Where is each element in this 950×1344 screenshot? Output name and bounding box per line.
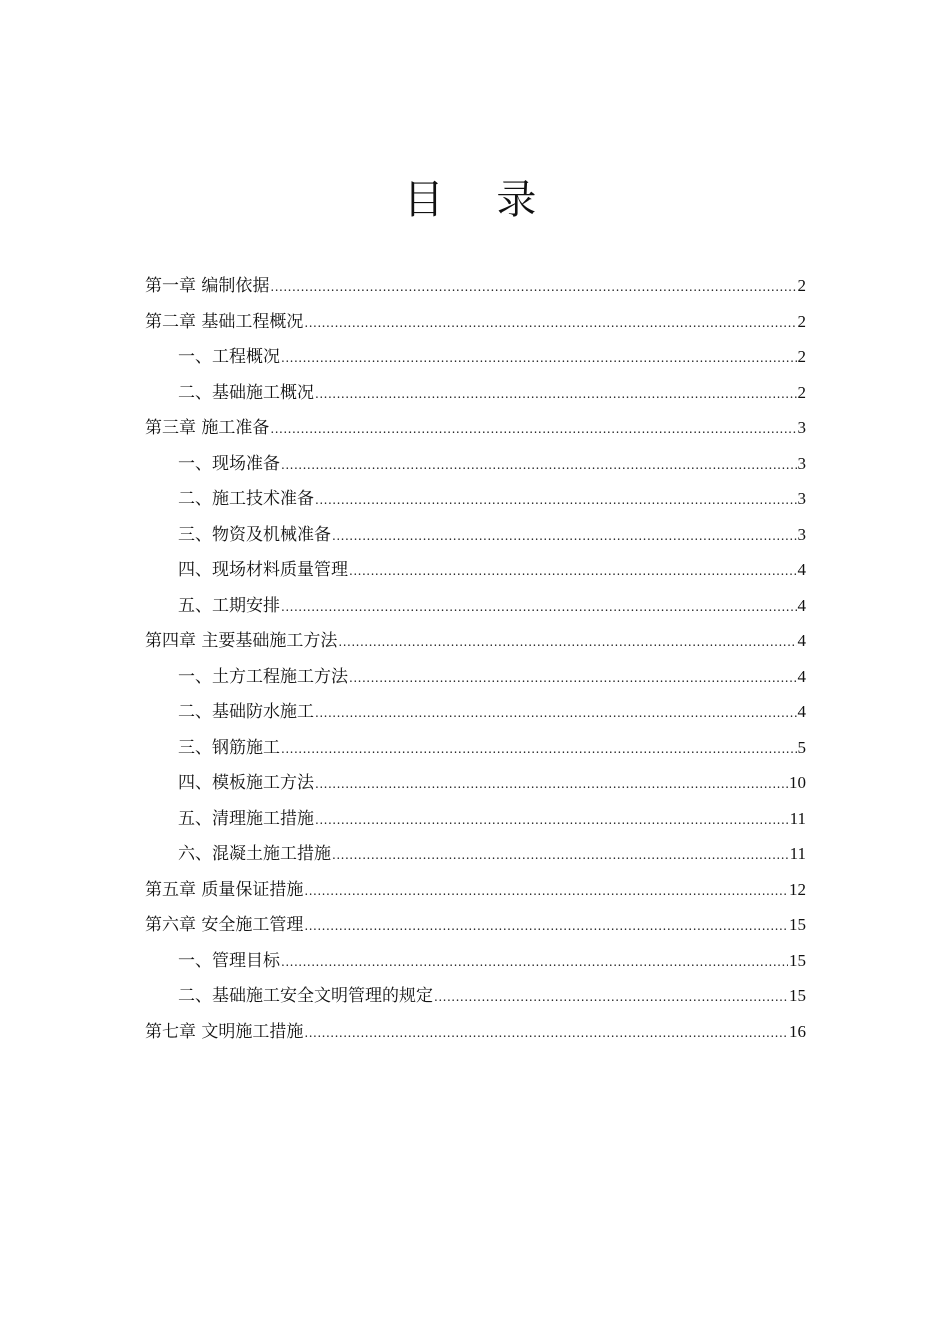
toc-dot-leader: [332, 519, 797, 555]
toc-entry-page-number: 3: [797, 489, 806, 508]
toc-entry-page-number: 4: [797, 560, 806, 579]
toc-entry-section[interactable]: [145, 801, 806, 837]
toc-entry-label: 第四章 主要基础施工方法: [145, 631, 338, 651]
toc-entry-label: 第七章 文明施工措施: [145, 1021, 304, 1042]
toc-dot-leader: [281, 590, 797, 626]
toc-entry-chapter[interactable]: [145, 268, 806, 304]
toc-dot-leader: [349, 661, 797, 697]
toc-entry-section[interactable]: [145, 730, 806, 766]
toc-entry-section[interactable]: [145, 375, 806, 411]
toc-dot-leader: [332, 838, 789, 874]
toc-dot-leader: [270, 412, 796, 448]
toc-entry-label: 第一章 编制依据: [145, 276, 270, 296]
toc-entry-section[interactable]: [145, 552, 806, 588]
toc-entry-label: 二、施工技术准备: [178, 489, 314, 509]
toc-dot-leader: [304, 909, 788, 945]
toc-entry-page-number: 3: [797, 453, 806, 473]
toc-entry-page-number: 4: [797, 595, 806, 615]
toc-dot-leader: [304, 306, 796, 342]
toc-entry-label: 五、清理施工措施: [178, 808, 314, 829]
toc-dot-leader: [315, 696, 797, 732]
toc-entry-section[interactable]: [145, 659, 806, 695]
toc-entry-page-number: 2: [797, 382, 806, 402]
toc-entry-label: 二、基础防水施工: [178, 702, 314, 722]
toc-entry-page-number: 2: [797, 276, 806, 295]
toc-entry-page-number: 4: [797, 631, 806, 650]
toc-dot-leader: [338, 625, 796, 661]
toc-entry-chapter[interactable]: [145, 907, 806, 943]
toc-entry-page-number: 3: [797, 418, 806, 437]
toc-entry-label: 一、管理目标: [178, 950, 280, 971]
toc-entry-section[interactable]: [145, 694, 806, 730]
toc-dot-leader: [270, 270, 796, 306]
toc-entry-page-number: 11: [789, 844, 806, 863]
toc-entry-section[interactable]: [145, 339, 806, 375]
toc-dot-leader: [315, 483, 797, 519]
toc-entry-label: 一、工程概况: [178, 347, 280, 367]
toc-dot-leader: [315, 803, 789, 839]
toc-entry-page-number: 15: [789, 915, 806, 934]
toc-entry-label: 五、工期安排: [178, 595, 280, 616]
toc-list: [145, 268, 806, 1049]
toc-entry-section[interactable]: [145, 836, 806, 872]
toc-entry-section[interactable]: [145, 517, 806, 553]
toc-entry-page-number: 12: [789, 879, 806, 899]
toc-entry-label: 第六章 安全施工管理: [145, 915, 304, 935]
toc-entry-label: 四、现场材料质量管理: [178, 560, 348, 580]
toc-entry-section[interactable]: [145, 943, 806, 979]
toc-entry-page-number: 5: [797, 737, 806, 757]
toc-dot-leader: [349, 554, 797, 590]
toc-entry-chapter[interactable]: [145, 872, 806, 908]
toc-dot-leader: [281, 945, 788, 981]
toc-entry-page-number: 15: [789, 986, 806, 1005]
toc-entry-label: 二、基础施工安全文明管理的规定: [178, 986, 433, 1006]
toc-entry-page-number: 2: [797, 347, 806, 366]
toc-entry-label: 一、现场准备: [178, 453, 280, 474]
toc-entry-section[interactable]: [145, 481, 806, 517]
toc-dot-leader: [281, 341, 797, 377]
toc-entry-section[interactable]: [145, 446, 806, 482]
toc-entry-chapter[interactable]: [145, 1014, 806, 1050]
toc-entry-page-number: 11: [789, 808, 806, 828]
toc-dot-leader: [315, 377, 797, 413]
toc-entry-page-number: 4: [797, 666, 806, 686]
toc-entry-label: 二、基础施工概况: [178, 382, 314, 403]
toc-entry-chapter[interactable]: [145, 304, 806, 340]
toc-entry-section[interactable]: [145, 978, 806, 1014]
toc-entry-label: 第二章 基础工程概况: [145, 311, 304, 332]
toc-dot-leader: [304, 1016, 788, 1052]
toc-entry-label: 第五章 质量保证措施: [145, 879, 304, 900]
toc-entry-page-number: 3: [797, 524, 806, 544]
toc-entry-section[interactable]: [145, 765, 806, 801]
toc-entry-label: 三、物资及机械准备: [178, 524, 331, 545]
toc-dot-leader: [315, 767, 788, 803]
toc-entry-section[interactable]: [145, 588, 806, 624]
toc-entry-page-number: 2: [797, 311, 806, 331]
toc-title: 目 录: [403, 177, 557, 223]
toc-dot-leader: [281, 448, 797, 484]
toc-entry-label: 三、钢筋施工: [178, 737, 280, 758]
toc-entry-page-number: 16: [789, 1021, 806, 1041]
toc-entry-page-number: 15: [789, 950, 806, 970]
toc-entry-page-number: 4: [797, 702, 806, 721]
toc-entry-label: 四、模板施工方法: [178, 773, 314, 793]
toc-entry-chapter[interactable]: [145, 410, 806, 446]
toc-entry-chapter[interactable]: [145, 623, 806, 659]
toc-dot-leader: [304, 874, 788, 910]
toc-entry-label: 第三章 施工准备: [145, 418, 270, 438]
toc-entry-page-number: 10: [789, 773, 806, 792]
toc-dot-leader: [281, 732, 797, 768]
toc-dot-leader: [434, 980, 788, 1016]
toc-entry-label: 六、混凝土施工措施: [178, 844, 331, 864]
toc-entry-label: 一、土方工程施工方法: [178, 666, 348, 687]
